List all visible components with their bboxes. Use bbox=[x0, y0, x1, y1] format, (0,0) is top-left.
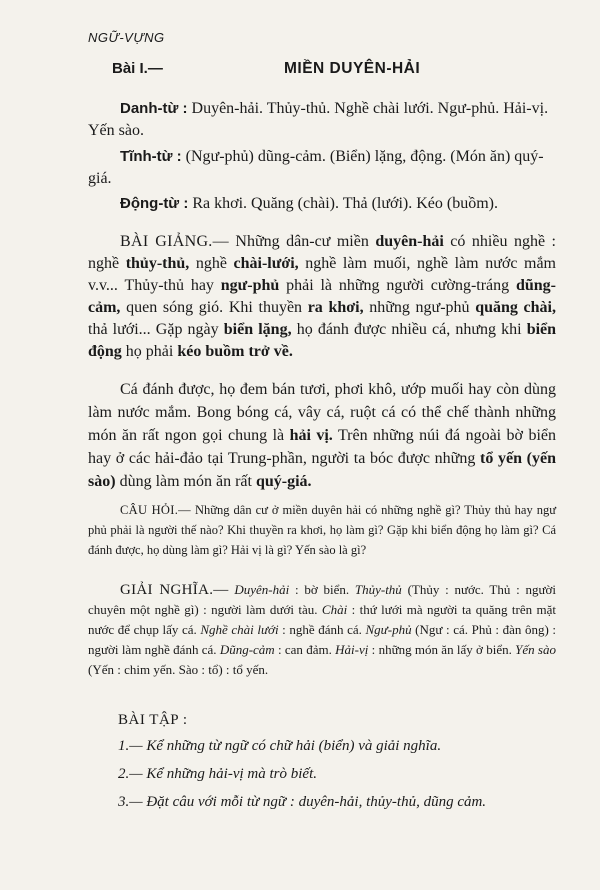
glossary-section bbox=[88, 580, 556, 680]
glossary-term: Chài bbox=[321, 602, 348, 617]
lecture-text: họ đánh được nhiều cá, nhưng khi bbox=[291, 321, 527, 338]
glossary-def: : can đảm. bbox=[274, 642, 336, 657]
lecture-text: nghề bbox=[189, 255, 234, 272]
lecture-keyword: biển động bbox=[88, 321, 557, 360]
running-head: NGỮ-VỰNG bbox=[88, 30, 165, 45]
glossary-term: Thủy-thủ bbox=[354, 582, 402, 597]
exercises-label: BÀI TẬP : bbox=[118, 712, 188, 728]
lecture-keyword: ra khơi, bbox=[307, 299, 364, 316]
lesson-number: Bài I.— bbox=[112, 60, 163, 77]
lecture-text: họ phải bbox=[121, 343, 178, 360]
lecture-keyword: tổ yến (yến sào) bbox=[88, 450, 556, 490]
lecture-keyword: dũng-cảm, bbox=[88, 277, 557, 316]
lecture-text: quen sóng gió. Khi thuyền bbox=[120, 299, 308, 316]
lecture-keyword: biển lặng, bbox=[223, 321, 292, 338]
glossary-def: : thứ lưới mà người ta quăng trên mặt nước để chụp lấy cá. bbox=[88, 602, 557, 637]
lecture-text: những ngư-phủ bbox=[363, 299, 476, 316]
glossary-def: : những món ăn lấy ở biển. bbox=[368, 642, 516, 657]
glossary-term: Hải-vị bbox=[335, 642, 369, 657]
lecture-text: Cá đánh được, họ đem bán tươi, phơi khô, ướp muối hay còn dùng làm nước mắm. Bong bóng cá, vây cá, ruột cá có thể chế thành những món ăn rất ngon gọi chung là bbox=[88, 381, 556, 444]
questions-section bbox=[88, 500, 556, 560]
lecture-text: nghề làm muối, nghề làm nước mắm v.v... Thủy-thủ hay bbox=[88, 255, 556, 294]
lecture-keyword: duyên-hải bbox=[375, 233, 444, 250]
lecture-keyword: hải vị. bbox=[289, 427, 333, 444]
vocab-verb-label: Động-từ : bbox=[120, 195, 189, 212]
glossary-def: (Yến : chim yến. Sào : tổ) : tổ yến. bbox=[88, 662, 269, 677]
lecture-text: dùng làm món ăn rất bbox=[115, 473, 256, 490]
vocab-noun-label: Danh-từ : bbox=[120, 100, 188, 117]
lesson-title: MIỀN DUYÊN-HẢI bbox=[284, 60, 421, 77]
lecture-keyword: ngư-phủ bbox=[220, 277, 280, 294]
glossary-def: (Thủy : nước. Thủ : người chuyên một nghề gì) : người làm dưới tàu. bbox=[88, 582, 556, 617]
lecture-label: BÀI GIẢNG.— bbox=[120, 233, 229, 250]
lecture-text: Trên những núi đá ngoài bờ biển hay ở các hải-đảo tại Trung-phần, người ta bóc được những bbox=[88, 427, 556, 467]
glossary-def: : bờ biển. bbox=[289, 582, 355, 597]
glossary-def: : nghề đánh cá. bbox=[278, 622, 366, 637]
lesson-header bbox=[112, 60, 532, 84]
lecture-text: thả lưới... Gặp ngày bbox=[88, 321, 224, 338]
glossary-def: (Ngư : cá. Phủ : đàn ông) : người làm nghề đánh cá. bbox=[88, 622, 556, 657]
lecture-paragraph-2 bbox=[88, 378, 556, 493]
glossary-term: Yến sào bbox=[515, 642, 556, 657]
lecture-keyword: chài-lưới, bbox=[233, 255, 299, 272]
glossary-label: GIẢI NGHĨA.— bbox=[120, 582, 229, 598]
vocab-nouns bbox=[88, 98, 556, 142]
lecture-keyword: thủy-thủ, bbox=[125, 255, 190, 272]
lecture-text: phải là những người cường-tráng bbox=[279, 277, 516, 294]
glossary-term: Dũng-cảm bbox=[219, 642, 275, 657]
vocab-adj-label: Tĩnh-từ : bbox=[120, 148, 182, 165]
lecture-keyword: quý-giá. bbox=[255, 473, 312, 490]
vocab-adj-text: (Ngư-phủ) dũng-cảm. (Biển) lặng, động. (Món ăn) quý-giá. bbox=[88, 148, 544, 187]
vocab-verbs bbox=[88, 193, 556, 215]
glossary-term: Ngư-phủ bbox=[365, 622, 412, 637]
lecture-paragraph-1 bbox=[88, 231, 556, 363]
lecture-keyword: kéo buồm trở về. bbox=[177, 343, 293, 360]
vocab-adjectives bbox=[88, 146, 556, 190]
lecture-keyword: quăng chài, bbox=[475, 299, 556, 316]
glossary-term: Nghề chài lưới bbox=[200, 622, 279, 637]
lecture-text: có nhiều nghề : nghề bbox=[88, 233, 556, 272]
lecture-text: Những dân-cư miền bbox=[235, 233, 376, 250]
exercise-item-1: 1.— Kể những từ ngữ có chữ hải (biển) và giải nghĩa. bbox=[118, 738, 442, 754]
vocab-noun-text: Duyên-hải. Thủy-thủ. Nghề chài lưới. Ngư-phủ. Hải-vị. Yến sào. bbox=[88, 100, 549, 139]
exercise-item-2: 2.— Kể những hải-vị mà trò biết. bbox=[118, 766, 317, 782]
questions-text: Những dân cư ở miền duyên hải có những nghề gì? Thủy thủ hay ngư phủ phải là người thế nào? Khi thuyền ra khơi, họ làm gì? Gặp khi biển động họ làm gì? Cá đánh được, họ dùng làm gì? Hải vị là gì? Yến sào là gì? bbox=[88, 503, 557, 557]
exercise-item-3: 3.— Đặt câu với mỗi từ ngữ : duyên-hải, thủy-thủ, dũng cảm. bbox=[118, 794, 487, 810]
vocab-verb-text: Ra khơi. Quăng (chài). Thả (lưới). Kéo (buồm). bbox=[192, 195, 499, 212]
glossary-term: Duyên-hải bbox=[234, 582, 290, 597]
questions-label: CÂU HỎI.— bbox=[120, 503, 191, 517]
